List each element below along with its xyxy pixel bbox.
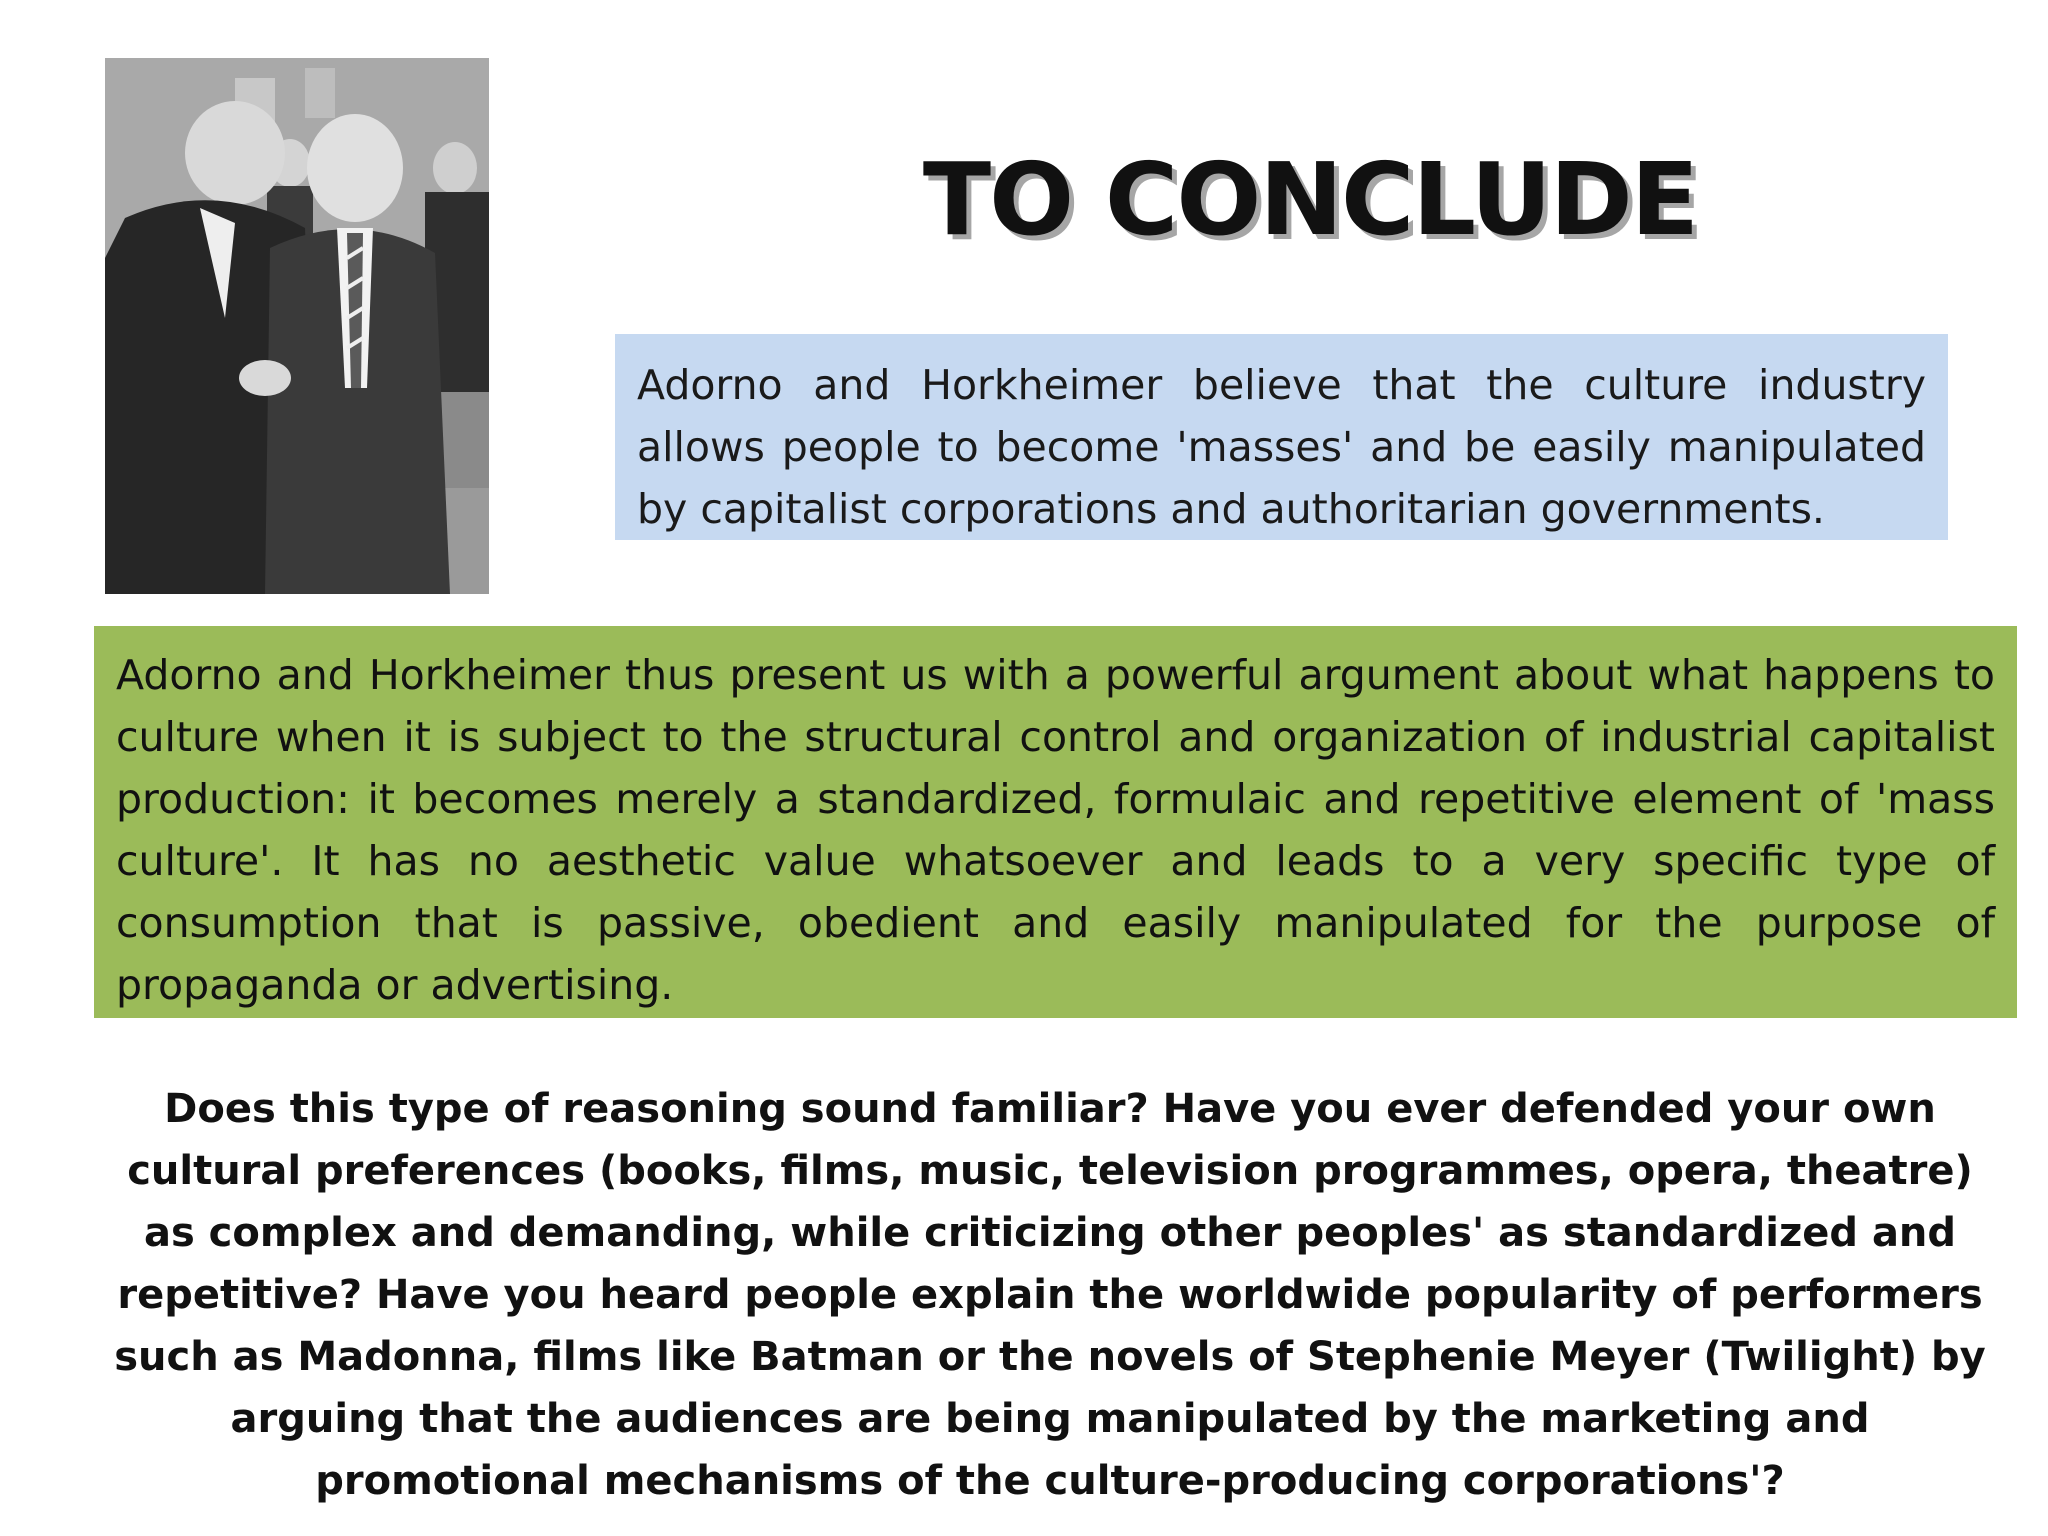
argument-box	[94, 626, 2017, 1018]
summary-text: Adorno and Horkheimer believe that the culture industry allows people to become 'masses' and be easily manipulated by capitalist corporations and authoritarian governments.	[637, 361, 1926, 533]
page-title: TO CONCLUDE	[922, 141, 1698, 258]
discussion-question: Does this type of reasoning sound familiar? Have you ever defended your own cultural preferences (books, films, music, television programmes, opera, theatre) as complex and demanding, while criticizing other peoples' as standardized and repetitive? Have you heard people explain the worldwide popularity of performers such as Madonna, films like Batman or the novels of Stephenie Meyer (Twilight) by arguing that the audiences are being manipulated by the marketing and promotional mechanisms of the culture-producing corporations'?	[114, 1086, 1986, 1504]
people-photo-icon	[105, 58, 489, 594]
summary-box	[615, 334, 1948, 540]
argument-text: Adorno and Horkheimer thus present us with a powerful argument about what happens to culture when it is subject to the structural control and organization of industrial capitalist production: it becomes merely a standardized, formulaic and repetitive element of 'mass culture'. It has no aesthetic value whatsoever and leads to a very specific type of consumption that is passive, obedient and easily manipulated for the purpose of propaganda or advertising.	[116, 651, 1995, 1009]
